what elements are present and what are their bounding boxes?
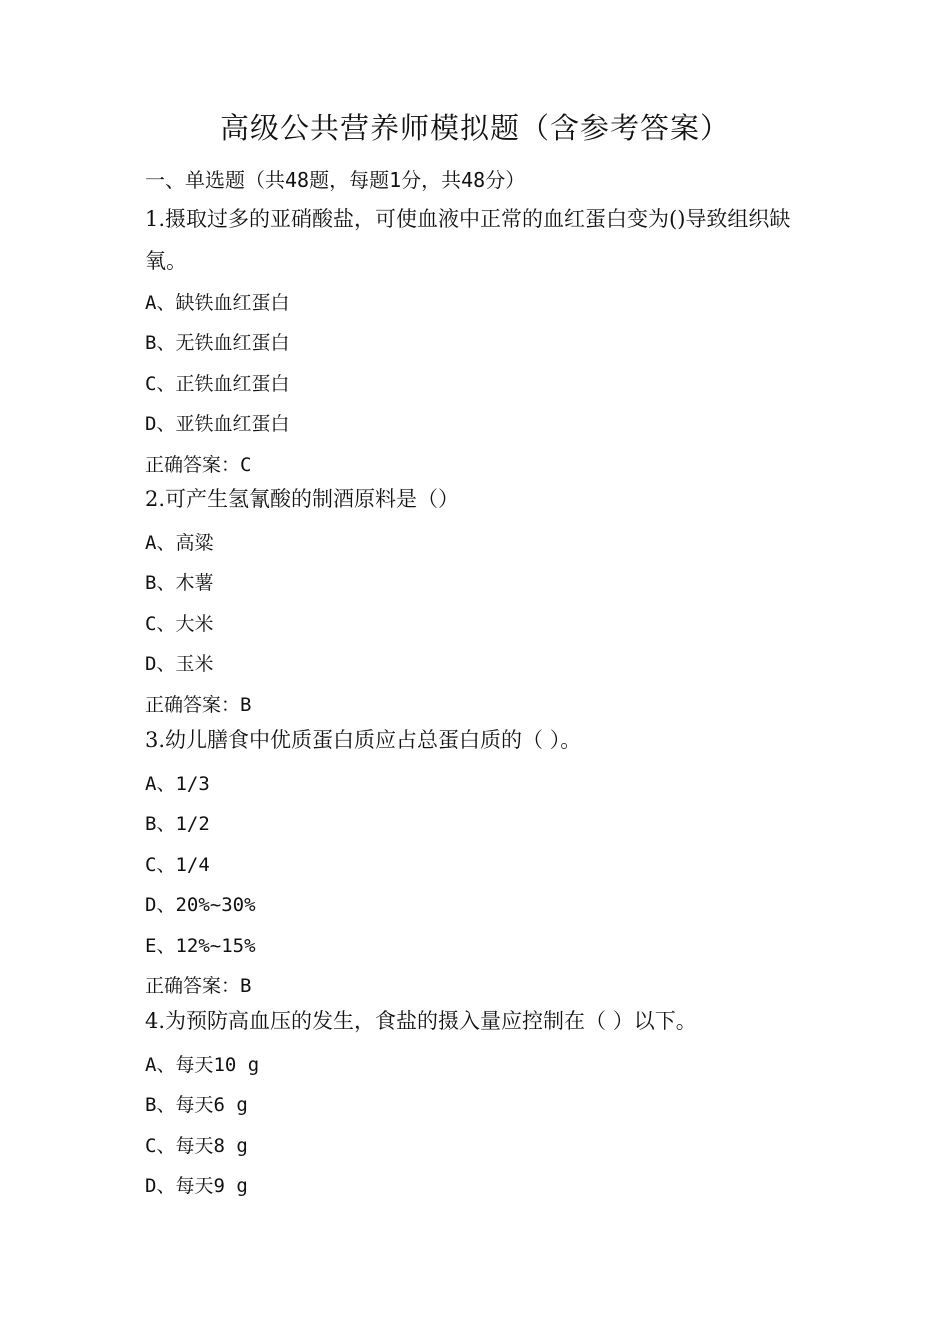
page-title: 高级公共营养师模拟题（含参考答案）	[219, 111, 730, 145]
question-1-option-b: B、无铁血红蛋白	[145, 332, 290, 354]
question-1-answer: 正确答案：C	[145, 454, 252, 476]
section-heading: 一、单选题（共48题，每题1分，共48分）	[145, 168, 526, 192]
question-4-option-d: D、每天9 g	[145, 1175, 248, 1197]
question-4-option-a: A、每天10 g	[145, 1054, 260, 1076]
question-1-option-d: D、亚铁血红蛋白	[145, 413, 290, 435]
question-2-stem: 2.可产生氢氰酸的制酒原料是（）	[145, 487, 460, 511]
question-4-option-c: C、每天8 g	[145, 1135, 248, 1157]
question-4-stem: 4.为预防高血压的发生，食盐的摄入量应控制在（ ）以下。	[145, 1009, 697, 1033]
question-1-stem: 1.摄取过多的亚硝酸盐，可使血液中正常的血红蛋白变为()导致组织缺氧。	[145, 207, 791, 273]
question-3-option-b: B、1/2	[145, 813, 210, 835]
question-3-answer: 正确答案：B	[145, 975, 252, 997]
question-2-option-a: A、高粱	[145, 532, 214, 554]
question-3-option-c: C、1/4	[145, 854, 210, 876]
question-3-option-a: A、1/3	[145, 773, 210, 795]
question-4-option-b: B、每天6 g	[145, 1094, 248, 1116]
question-1-option-a: A、缺铁血红蛋白	[145, 292, 290, 314]
question-3-option-e: E、12%~15%	[145, 935, 256, 957]
question-2-option-b: B、木薯	[145, 572, 214, 594]
question-2-option-c: C、大米	[145, 613, 214, 635]
question-3-stem: 3.幼儿膳食中优质蛋白质应占总蛋白质的（ ）。	[145, 728, 582, 752]
question-1-option-c: C、正铁血红蛋白	[145, 373, 290, 395]
question-3-option-d: D、20%~30%	[145, 894, 256, 916]
question-2-option-d: D、玉米	[145, 653, 214, 675]
question-2-answer: 正确答案：B	[145, 694, 252, 716]
